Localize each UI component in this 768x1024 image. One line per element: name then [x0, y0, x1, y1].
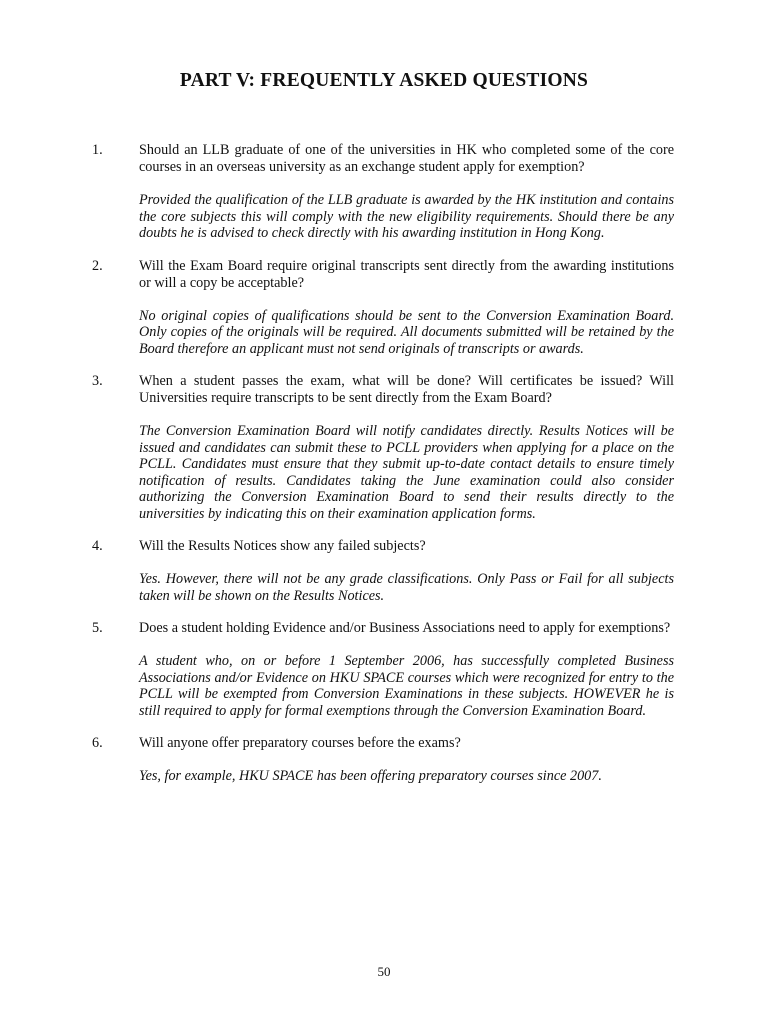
faq-answer: Yes, for example, HKU SPACE has been offering preparatory courses since 2007.	[139, 768, 602, 784]
faq-question: Does a student holding Evidence and/or Business Associations need to apply for exemptions?	[139, 620, 671, 636]
faq-item	[0, 735, 768, 785]
faq-number: 2.	[92, 257, 103, 274]
faq-list	[0, 142, 768, 801]
faq-answer: Yes. However, there will not be any grade classifications. Only Pass or Fail for all subjects taken will be shown on the Results Notices.	[139, 571, 674, 604]
faq-answer: The Conversion Examination Board will notify candidates directly. Results Notices will be issued and candidates can submit these to PCLL providers when applying for a place on the PCLL. Candidates must ensure that they submit up-to-date contact details to ensure timely notification of results. Candidates taking the June examination could also consider authorizing the Conversion Examination Board to send their results directly to the universities by indicating this on their examination application forms.	[139, 423, 674, 522]
faq-question: Will the Exam Board require original transcripts sent directly from the awarding institutions or will a copy be acceptable?	[139, 257, 674, 291]
faq-question: Should an LLB graduate of one of the universities in HK who completed some of the core courses in an overseas university as an exchange student apply for exemption?	[139, 142, 674, 175]
faq-question: Will anyone offer preparatory courses before the exams?	[139, 735, 461, 751]
faq-item	[0, 142, 768, 242]
faq-item	[0, 373, 768, 522]
faq-answer: A student who, on or before 1 September 2006, has successfully completed Business Associations and/or Evidence on HKU SPACE courses which were recognized for entry to the PCLL will be exempted from Conversion Examinations in these subjects. HOWEVER he is still required to apply for formal exemptions through the Conversion Examination Board.	[139, 653, 674, 719]
faq-number: 3.	[92, 373, 103, 389]
faq-answer: No original copies of qualifications should be sent to the Conversion Examination Board. Only copies of the originals will be required. All documents submitted will be retained by the Board therefore an applicant must not send originals of transcripts or awards.	[139, 307, 674, 357]
page-number: 50	[377, 964, 391, 979]
faq-number: 1.	[92, 142, 103, 158]
page-title: PART V: FREQUENTLY ASKED QUESTIONS	[179, 70, 589, 91]
faq-number: 5.	[92, 620, 103, 636]
faq-item	[0, 620, 768, 719]
faq-question: When a student passes the exam, what will be done? Will certificates be issued? Will Universities require transcripts to be sent directly from the Exam Board?	[139, 373, 674, 406]
faq-answer: Provided the qualification of the LLB graduate is awarded by the HK institution and contains the core subjects this will comply with the new eligibility requirements. Should there be any doubts he is advised to check directly with his awarding institution in Hong Kong.	[139, 192, 674, 241]
faq-number: 6.	[92, 735, 103, 751]
faq-question: Will the Results Notices show any failed subjects?	[139, 538, 426, 554]
faq-item	[0, 538, 768, 604]
faq-number: 4.	[92, 538, 103, 554]
faq-item	[0, 258, 768, 358]
